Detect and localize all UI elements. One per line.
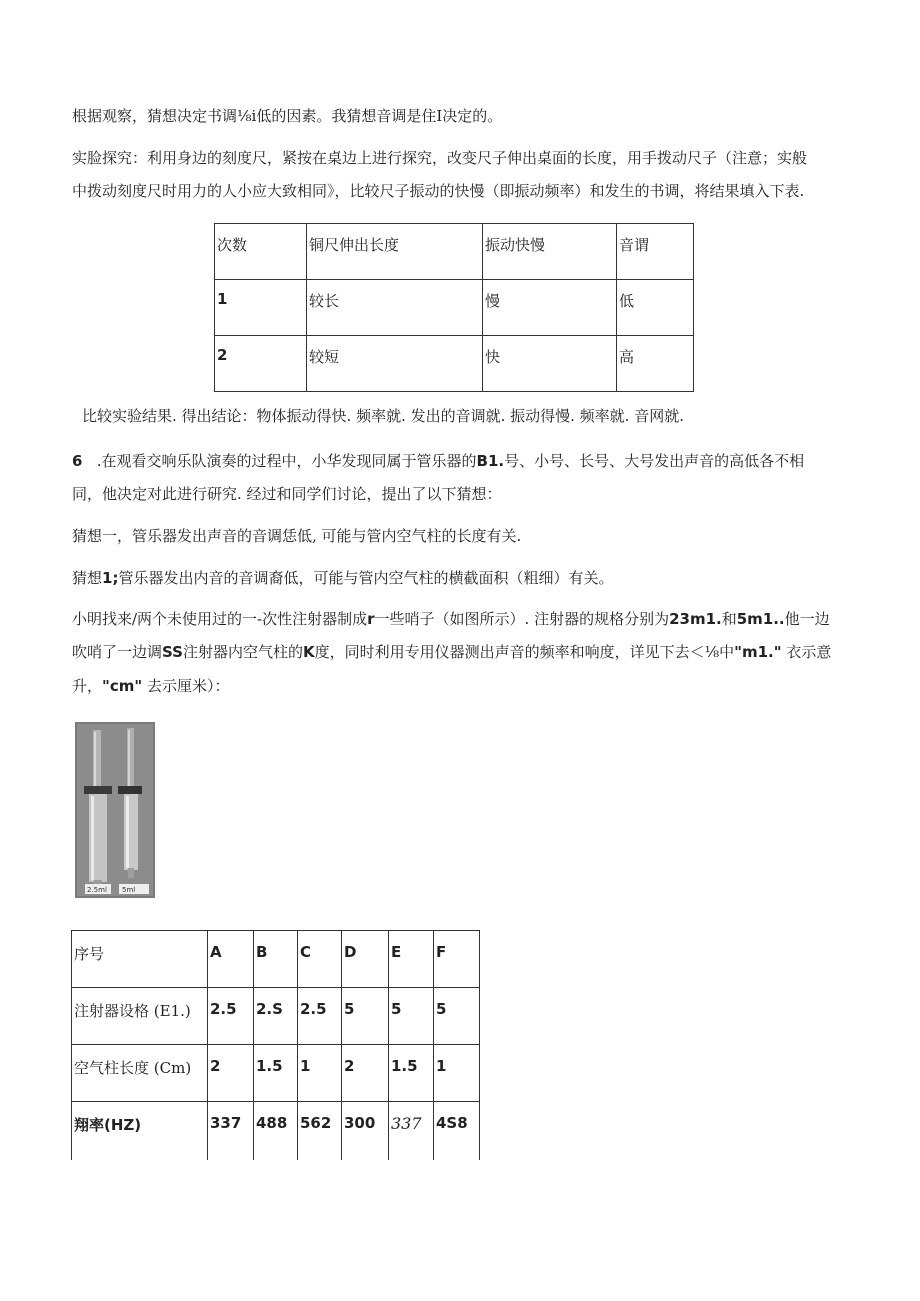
table-header-cell: B <box>254 931 298 988</box>
table-row <box>72 931 480 988</box>
guess-2 <box>72 568 613 588</box>
text: .在观看交响乐队演奏的过程中，小华发现同属于管乐器的 <box>96 452 477 470</box>
paragraph-experiment-2: 中拨动刻度尺时用力的人小应大致相同》，比较尺子振动的快慢（即振动频率）和发生的书调，将结果填入下表. <box>72 182 805 200</box>
text: 和 <box>721 610 737 628</box>
table-cell: 2.5 <box>208 988 254 1045</box>
table-cell: 300 <box>342 1102 389 1160</box>
table-cell: 快 <box>483 336 617 392</box>
table-header-cell: 振动快慢 <box>483 224 617 280</box>
syringe-label-right: 5ml <box>122 886 136 894</box>
table-cell: 2 <box>215 336 307 392</box>
table-header-cell: E <box>389 931 434 988</box>
syringe-photo <box>75 722 155 898</box>
paragraph-experiment-1: 实脸探究：利用身边的刻度尺，紧按在桌边上进行探究，改变尺子伸出桌面的长度，用手拨动尺子（注意；实般 <box>72 149 808 167</box>
table-cell: 5 <box>434 988 480 1045</box>
paragraph-setup-3 <box>72 676 229 696</box>
paragraph-hypothesis: 根据观察，猜想决定书调⅛i低的因素。我猜想音调是住I决定的。 <box>72 107 503 125</box>
text: "cm" <box>102 677 143 695</box>
table-header-cell: F <box>434 931 480 988</box>
ruler-results-table <box>214 223 694 392</box>
table-cell: 5 <box>342 988 389 1045</box>
table-header-cell: 序号 <box>72 931 208 988</box>
guess-1: 猜想一，管乐器发出声音的音调恁低, 可能与管内空气柱的长度有关. <box>72 527 522 545</box>
text: 小明找来/两个未使用过的一-次性注射器制成 <box>72 610 368 628</box>
text: 23m1. <box>669 610 722 628</box>
text: 猜想 <box>72 569 103 587</box>
table-cell: 488 <box>254 1102 298 1160</box>
table-header-cell: 音谓 <box>617 224 694 280</box>
text: 衣示意 <box>781 643 832 661</box>
question-number: 6 <box>72 452 83 470</box>
table-row <box>215 224 694 280</box>
photo-backdrop <box>77 724 153 896</box>
table-cell: 空气柱长度 (Cm) <box>72 1045 208 1102</box>
table-cell: 2.5 <box>298 988 342 1045</box>
text: SS <box>162 643 183 661</box>
table-cell: 2.S <box>254 988 298 1045</box>
table-cell: 1.5 <box>254 1045 298 1102</box>
table-cell: 高 <box>617 336 694 392</box>
text: 他一边 <box>784 610 830 628</box>
syringe-results-table <box>71 930 480 1160</box>
table-header-cell: C <box>298 931 342 988</box>
table-cell: 翔率(HZ) <box>72 1102 208 1160</box>
text: 吹哨了一边调 <box>72 643 163 661</box>
paragraph-conclusion: 比较实验结果. 得出结论：物体振动得快. 频率就. 发出的音调就. 振动得慢. 频率就. 音网就. <box>82 407 684 425</box>
table-row <box>72 988 480 1045</box>
table-cell: 2 <box>208 1045 254 1102</box>
table-row <box>215 280 694 336</box>
text: 升， <box>72 677 103 695</box>
table-row <box>215 336 694 392</box>
table-header-cell: D <box>342 931 389 988</box>
paragraph-setup-1 <box>72 609 830 629</box>
table-row <box>72 1045 480 1102</box>
table-cell: 562 <box>298 1102 342 1160</box>
text: 1; <box>102 569 119 587</box>
table-cell: 慢 <box>483 280 617 336</box>
text: 注射器内空气柱的 <box>182 643 303 661</box>
table-cell: 低 <box>617 280 694 336</box>
paragraph-setup-2 <box>72 642 831 662</box>
table-cell: 较短 <box>307 336 483 392</box>
text: "m1." <box>734 643 782 661</box>
text: 一些哨子（如图所示）. 注射器的规格分别为 <box>374 610 670 628</box>
table-cell: 4S8 <box>434 1102 480 1160</box>
table-cell: 1 <box>434 1045 480 1102</box>
text: 号、小号、长号、大号发出声音的高低各不相 <box>504 452 805 470</box>
table-cell: 1 <box>298 1045 342 1102</box>
question-6-line-1 <box>72 451 804 471</box>
table-cell: 2 <box>342 1045 389 1102</box>
text: 5m1.. <box>736 610 785 628</box>
table-cell: 注射器设格 (E1.) <box>72 988 208 1045</box>
text: 管乐器发出内音的音调裔低，可能与管内空气柱的横截面积（粗细）有关。 <box>118 569 614 587</box>
text: 去示厘米）： <box>142 677 230 695</box>
table-cell: 1.5 <box>389 1045 434 1102</box>
table-cell: 337 <box>208 1102 254 1160</box>
table-cell: 5 <box>389 988 434 1045</box>
table-row <box>72 1102 480 1160</box>
question-6-line-2: 同，他决定对此进行研究. 经过和同学们讨论，提出了以下猜想： <box>72 485 502 503</box>
table-cell: 1 <box>215 280 307 336</box>
table-header-cell: 铜尺伸出长度 <box>307 224 483 280</box>
table-cell: 较长 <box>307 280 483 336</box>
table-cell: 337 <box>389 1102 434 1160</box>
text: 度，同时利用专用仪器测出声音的频率和响度，详见下去＜⅛中 <box>314 643 735 661</box>
table-header-cell: 次数 <box>215 224 307 280</box>
syringe-label-left: 2.5ml <box>87 886 107 894</box>
text: r <box>367 610 375 628</box>
text: K <box>302 643 315 661</box>
text: B1. <box>476 452 505 470</box>
table-header-cell: A <box>208 931 254 988</box>
